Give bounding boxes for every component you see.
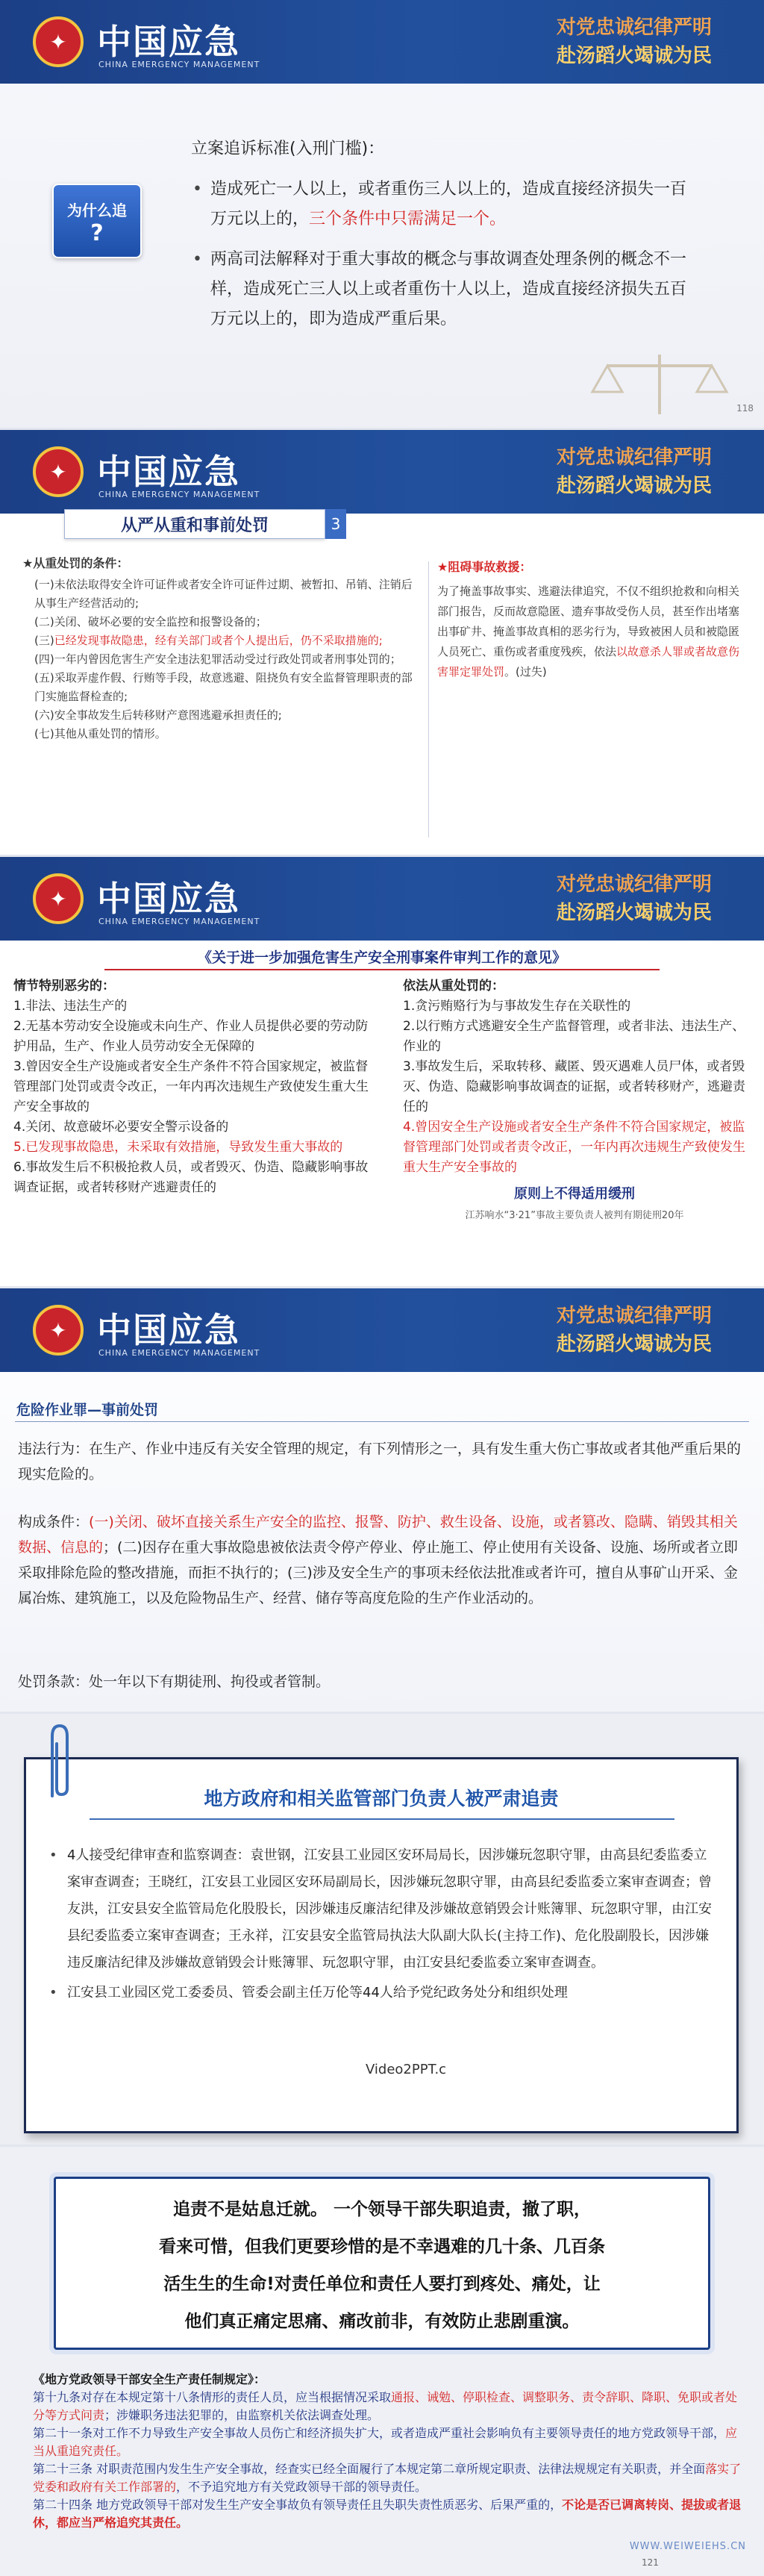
regulation-block: 《地方党政领导干部安全生产责任制规定》： 第十九条对存在本规定第十八条情形的责任人员，应当根据情况采取通报、诫勉、停职检查、调整职务、责令辞职、降职、免职或者处分等方式问责；涉嫌职务违法犯罪的，由监察机关依法调查处理。 第二十一条对工作不力导致生产安全事故人员伤亡和经济损失扩大，或者造成严重社会影响负有主要领导责任的地方党政领导干部，应当从重追究责任。 第二十三条 对职责范围内发生生产安全事故，经查实已经全面履行了本规定第二章所规定职责、法律法规规定有关职责，并全面落实了党委和政府有关工作部署的，不予追究地方有关党政领导干部的领导责任。 第二十四条 地方党政领导干部对发生生产安全事故负有领导责任且失职失责性质恶劣、后果严重的，不论是否已调离转岗、提拔或者退休，都应当严格追究其责任。 — [33, 2371, 742, 2532]
doc-title: 《关于进一步加强危害生产安全刑事案件审判工作的意见》 — [197, 949, 566, 966]
accountability-item: • 江安县工业园区党工委委员、管委会副主任万伦等44人给予党纪政务处分和组织处理 — [48, 1980, 719, 2006]
accountability-item: • 4人接受纪律审查和监察调查：袁世钢，江安县工业园区安环局局长，因涉嫌玩忽职守罪，由高县纪委监委立案审查调查；王晓红，江安县工业园区安环局副局长，因涉嫌玩忽职守罪，由高县纪委监委立案审查调查；曾友洪，江安县安全监管局危化股股长，因涉嫌违反廉洁纪律及涉嫌故意销毁会计账簿罪、玩忽职守罪，由江安县纪委监委立案审查调查；王永祥，江安县安全监管局执法大队副大队长(主持工作)、危化股副股长，因涉嫌违反廉洁纪律及涉嫌故意销毁会计账簿罪、玩忽职守罪，由江安县纪委监委立案审查调查。 — [48, 1842, 719, 1977]
page-number: 121 — [642, 2557, 659, 2568]
aggravated-column: 情节特别恶劣的： 1.非法、违法生产的 2.无基本劳动安全设施或未向生产、作业人员提供必要的劳动防护用品，生产、作业人员劳动安全无保障的 3.曾因安全生产设施或者安全生产条件不符合国家规定，被监督管理部门处罚或责令改正，一年内再次违规生产致使发生重大生产安全事故的 4.关闭、故意破坏必要安全警示设备的 5.已发现事故隐患，未采取有效措施，导致发生重大事故的 6.事故发生后不积极抢救人员，或者毁灭、伪造、隐藏影响事故调查证据，或者转移财产逃避责任的 — [13, 976, 379, 1198]
criteria-title: 立案追诉标准(入刑门槛)： — [191, 140, 385, 158]
heavy-penalty-box: ★从重处罚的条件： (一)未依法取得安全许可证件或者安全许可证件过期、被暂扣、吊销、注销后从事生产经营活动的; (二)关闭、破坏必要的安全监控和报警设备的； (三)已经发现事故隐患，经有关部门或者个人提出后，仍不采取措施的; (四)一年内曾因危害生产安全违法犯罪活动受过行政处罚或者刑事处罚的； (五)采取弄虚作假、行贿等手段，故意逃避、阻挠负有安全监督管理职责的部门实施监督检查的; (六)安全事故发生后转移财产意图逃避承担责任的; (七)其他从重处罚的情形。 — [22, 554, 421, 845]
penalty-item: (六)安全事故发生后转移财产意图逃避承担责任的; — [34, 708, 282, 722]
criteria-list — [191, 175, 691, 334]
penalty-item: (一)未依法取得安全许可证件或者安全许可证件过期、被暂扣、吊销、注销后从事生产经营活动的; — [34, 578, 413, 610]
section-title-rule — [15, 1421, 749, 1422]
slide-1 — [0, 0, 764, 430]
heavier-item: 4.曾因安全生产设施或者安全生产条件不符合国家规定，被监督管理部门处罚或者责令改正，一年内再次违规生产致使发生重大生产安全事故的 — [403, 1120, 745, 1175]
regulation-clause: 第二十一条对工作不力导致生产安全事故人员伤亡和经济损失扩大，或者造成严重社会影响负有主要领导责任的地方党政领导干部，应当从重追究责任。 — [33, 2426, 738, 2458]
penalty-item: (二)关闭、破坏必要的安全监控和报警设备的； — [34, 615, 267, 629]
slide-2 — [0, 430, 764, 857]
aggravated-item: 1.非法、违法生产的 — [13, 999, 128, 1014]
case-footnote: 江苏响水“3·21”事故主要负责人被判有期徒刑20年 — [465, 1210, 684, 1221]
penalty-item: (七)其他从重处罚的情形。 — [34, 727, 166, 740]
heavier-item: 3.事故发生后，采取转移、藏匿、毁灭遇难人员尸体，或者毁灭、伪造、隐藏影响事故调查的证据，或者转移财产，逃避责任的 — [403, 1059, 745, 1114]
slide-header: ✦ 中国应急 CHINA EMERGENCY MANAGEMENT 对党忠诚纪律严明 赴汤蹈火竭诚为民 — [0, 1288, 764, 1372]
heavier-item: 1.贪污贿赂行为与事故发生存在关联性的 — [403, 999, 631, 1014]
title-rule — [104, 969, 660, 970]
aggravated-item: 6.事故发生后不积极抢救人员，或者毁灭、伪造、隐藏影响事故调查证据，或者转移财产逃避责任的 — [13, 1160, 369, 1195]
penalty-item: (三)已经发现事故隐患，经有关部门或者个人提出后，仍不采取措施的; — [34, 634, 383, 647]
aggravated-item: 5.已发现事故隐患，未采取有效措施，导致发生重大事故的 — [13, 1140, 343, 1155]
violation-text: 违法行为：在生产、作业中违反有关安全管理的规定，有下列情形之一，具有发生重大伤亡事故或者其他严重后果的现实危险的。 — [18, 1441, 742, 1482]
section-tab-number: 3 — [325, 509, 346, 539]
divider — [428, 561, 429, 838]
emergency-emblem-icon: ✦ — [33, 873, 84, 924]
slide-6 — [0, 2147, 764, 2576]
penalty-item: (五)采取弄虚作假、行贿等手段，故意逃避、阻挠负有安全监督管理职责的部门实施监督检查的; — [34, 671, 413, 703]
heavier-column: 依法从重处罚的： 1.贪污贿赂行为与事故发生存在关联性的 2.以行贿方式逃避安全生产监督管理，或者非法、违法生产、作业的 3.事故发生后，采取转移、藏匿、毁灭遇难人员尸体，或者毁灭、伪造、隐藏影响事故调查的证据，或者转移财产，逃避责任的 4.曾因安全生产设施或者安全生产条件不符合国家规定，被监督管理部门处罚或者责令改正，一年内再次违规生产致使发生重大生产安全事故的 原则上不得适用缓刑 江苏响水“3·21”事故主要负责人被判有期徒刑20年 — [403, 976, 746, 1226]
emergency-emblem-icon: ✦ — [33, 16, 84, 67]
heavier-item: 2.以行贿方式逃避安全生产监督管理，或者非法、违法生产、作业的 — [403, 1019, 745, 1054]
slide-3 — [0, 857, 764, 1288]
emergency-emblem-icon: ✦ — [33, 1305, 84, 1356]
aggravated-item: 3.曾因安全生产设施或者安全生产条件不符合国家规定，被监督管理部门处罚或责令改正，一年内再次违规生产致使发生重大生产安全事故的 — [13, 1059, 369, 1114]
conditions-text: 构成条件：(一)关闭、破坏直接关系生产安全的监控、报警、防护、救生设备、设施，或者篡改、隐瞒、销毁其相关数据、信息的；(二)因存在重大事故隐患被依法责令停产停业、停止施工、停止使用有关设备、设施、场所或者立即采取排除危险的整改措施，而拒不执行的；(三)涉及安全生产的事项未经依法批准或者许可，擅自从事矿山开采、金属冶炼、建筑施工，以及危险物品生产、经营、储存等高度危险的生产作业活动的。 — [18, 1514, 738, 1606]
emergency-emblem-icon: ✦ — [33, 446, 84, 497]
site-watermark: WWW.WEIWEIEHS.CN — [629, 2541, 746, 2552]
accountability-list — [48, 1842, 719, 2006]
watermark-text: Video2PPT.c — [366, 2062, 447, 2077]
page-number: 118 — [736, 403, 754, 414]
regulation-clause: 第二十四条 地方党政领导干部对发生生产安全事故负有领导责任且失职失责性质恶劣、后果严重的，不论是否已调离转岗、提拔或者退休，都应当严格追究其责任。 — [33, 2498, 742, 2530]
slide-5 — [0, 1714, 764, 2147]
card-title: 地方政府和相关监管部门负责人被严肃追责 — [204, 1788, 559, 1809]
regulation-clause: 第二十三条 对职责范围内发生生产安全事故，经查实已经全面履行了本规定第二章所规定职责、法律法规规定有关职责，并全面落实了党委和政府有关工作部署的，不予追究地方有关党政领导干部的领导责任。 — [33, 2462, 742, 2494]
slide-4 — [0, 1288, 764, 1714]
brand-subtitle: CHINA EMERGENCY MANAGEMENT — [98, 60, 260, 69]
card-title-rule — [90, 1818, 674, 1820]
section-tab: 从严从重和事前处罚 — [64, 509, 325, 539]
no-probation-note: 原则上不得适用缓刑 — [514, 1186, 635, 1202]
aggravated-item: 2.无基本劳动安全设施或未向生产、作业人员提供必要的劳动防护用品，生产、作业人员劳动安全无保障的 — [13, 1019, 369, 1054]
section-title: 危险作业罪—事前处罚 — [16, 1402, 159, 1418]
quote-box: 追责不是姑息迁就。 一个领导干部失职追责，撤了职， 看来可惜，但我们更要珍惜的是不幸遇难的几十条、几百条 活生生的生命!对责任单位和责任人要打到疼处、痛处，让 他们真正痛定思痛、痛改前非，有效防止悲剧重演。 — [54, 2177, 710, 2350]
criteria-item: • 两高司法解释对于重大事故的概念与事故调查处理条例的概念不一样，造成死亡三人以上或者重伤十人以上，造成直接经济损失五百万元以上的，即为造成严重后果。 — [191, 245, 691, 334]
penalty-clause: 处罚条款：处一年以下有期徒刑、拘役或者管制。 — [18, 1674, 331, 1690]
slide-header — [0, 0, 764, 84]
slide-header: ✦ 中国应急 CHINA EMERGENCY MANAGEMENT 对党忠诚纪律严明 赴汤蹈火竭诚为民 — [0, 857, 764, 941]
aggravated-item: 4.关闭、故意破坏必要安全警示设备的 — [13, 1120, 229, 1135]
slogan: 对党忠诚纪律严明 赴汤蹈火竭诚为民 — [556, 16, 712, 67]
criteria-item: • 造成死亡一人以上，或者重伤三人以上的，造成直接经济损失一百万元以上的，三个条件中只需满足一个。 — [191, 175, 691, 234]
rescue-obstruction-box: ★阻碍事故救援： 为了掩盖事故事实、逃避法律追究，不仅不组织抢救和向相关部门报告，反而故意隐匿、遗弃事故受伤人员，甚至作出堵塞出事矿井、掩盖事故真相的恶劣行为，导致被困人员和被隐匿人员死亡、重伤或者重度残疾，依法以故意杀人罪或者故意伤害罪定罪处罚。(过失) — [437, 560, 740, 679]
penalty-item: (四)一年内曾因危害生产安全违法犯罪活动受过行政处罚或者刑事处罚的； — [34, 652, 401, 666]
scale-decoration — [585, 351, 734, 418]
why-badge: 为什么追 ? — [52, 184, 142, 258]
slide-header: ✦ 中国应急 CHINA EMERGENCY MANAGEMENT 对党忠诚纪律严明 赴汤蹈火竭诚为民 — [0, 430, 764, 514]
regulation-clause: 第十九条对存在本规定第十八条情形的责任人员，应当根据情况采取通报、诫勉、停职检查、调整职务、责令辞职、降职、免职或者处分等方式问责；涉嫌职务违法犯罪的，由监察机关依法调查处理。 — [33, 2390, 738, 2422]
brand-title: 中国应急 — [97, 22, 240, 62]
